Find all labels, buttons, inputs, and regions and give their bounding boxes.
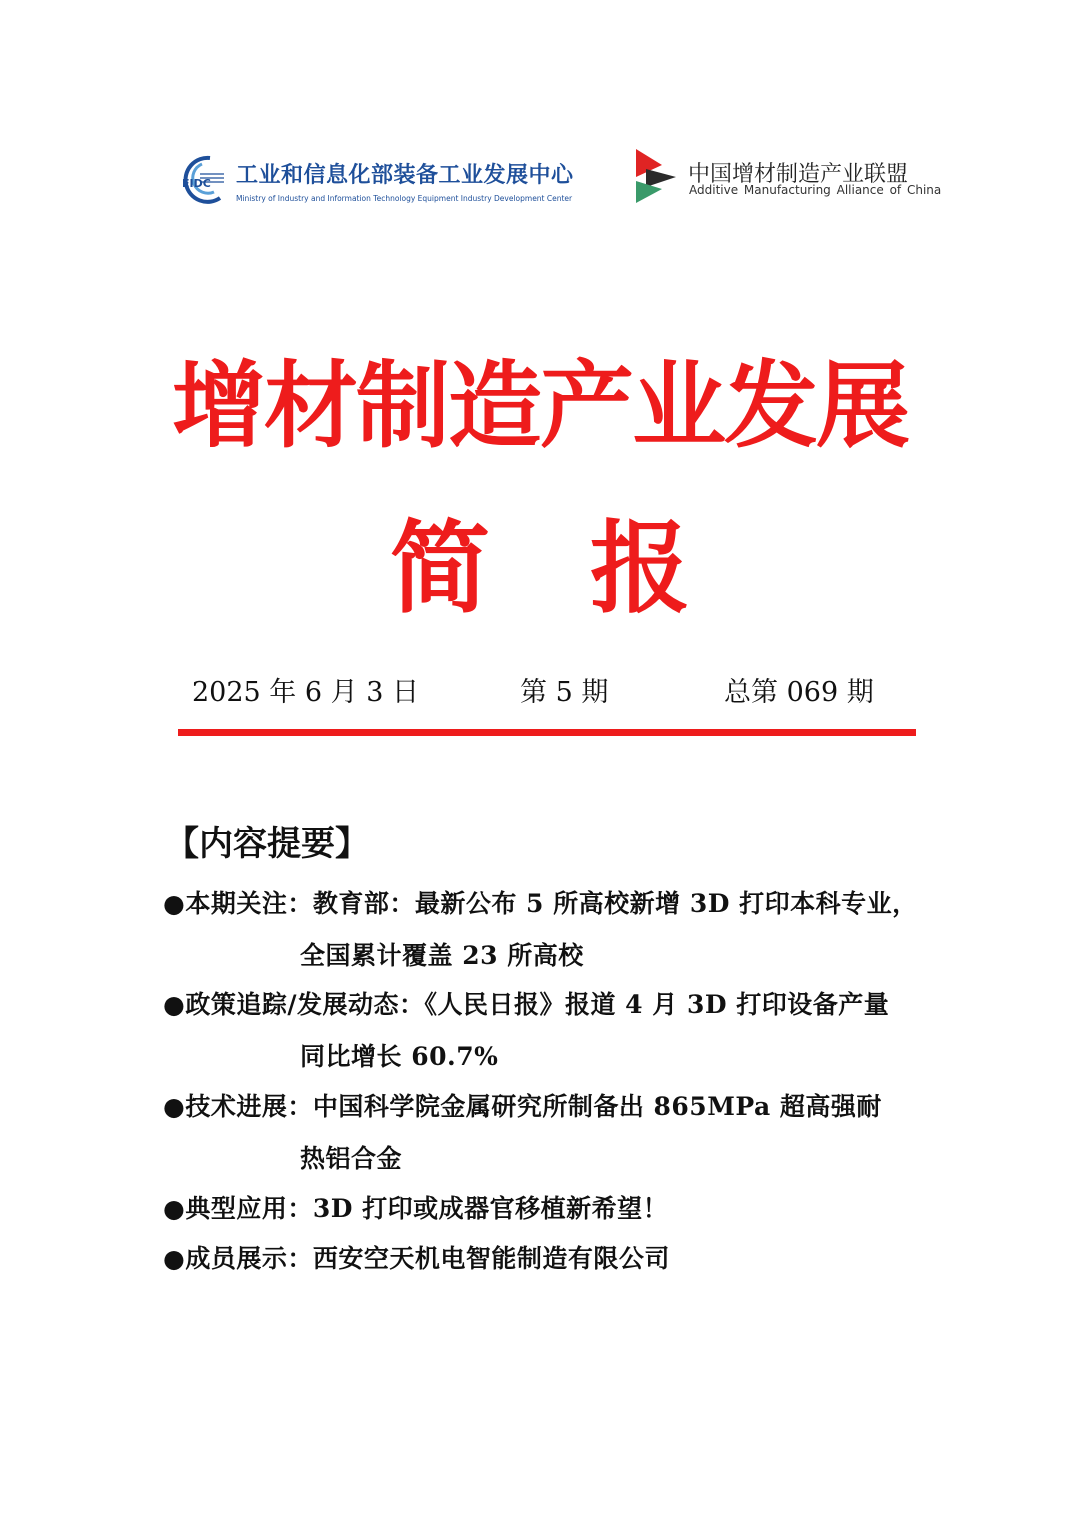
eidc-logo [180, 150, 574, 214]
summary-item [163, 1087, 882, 1175]
eidc-title: 工业和信息化部装备工业发展中心 [236, 163, 574, 188]
summary-item-line: ●技术进展：中国科学院金属研究所制备出 865MPa 超高强耐 [163, 1092, 882, 1121]
issue-total-number: 总第 069 期 [724, 677, 874, 708]
summary-item-continuation: 热铝合金 [300, 1144, 403, 1173]
summary-item-line: ●政策追踪/发展动态：《人民日报》报道 4 月 3D 打印设备产量 [163, 990, 890, 1019]
report-main-title: 增材制造产业发展 [171, 351, 908, 461]
report-sub-title: 简 报 [390, 509, 690, 627]
summary-item-continuation: 全国累计覆盖 23 所高校 [300, 941, 584, 970]
issue-number: 第 5 期 [520, 677, 609, 708]
amac-logo [632, 145, 942, 209]
summary-item [163, 1189, 668, 1225]
summary-item [163, 884, 918, 972]
issue-date: 2025 年 6 月 3 日 [192, 677, 419, 708]
summary-item [163, 985, 889, 1073]
summary-item [163, 1239, 670, 1275]
summary-item-line: ●典型应用：3D 打印或成器官移植新希望！ [163, 1194, 669, 1223]
summary-item-line: ●成员展示：西安空天机电智能制造有限公司 [163, 1244, 670, 1273]
eidc-subtitle: Ministry of Industry and Information Technology Equipment Industry Development Center [236, 194, 573, 203]
red-divider [178, 729, 916, 736]
summary-item-line: ●本期关注：教育部：最新公布 5 所高校新增 3D 打印本科专业， [163, 889, 918, 918]
summary-item-continuation: 同比增长 60.7% [300, 1042, 499, 1071]
eidc-logo-icon [180, 152, 224, 210]
summary-heading: 【内容提要】 [165, 824, 369, 864]
eidc-mark-text: EIDC [182, 177, 211, 190]
amac-logo-icon [632, 145, 680, 207]
amac-subtitle: Additive Manufacturing Alliance of China [689, 183, 942, 197]
amac-title: 中国增材制造产业联盟 [688, 162, 909, 187]
